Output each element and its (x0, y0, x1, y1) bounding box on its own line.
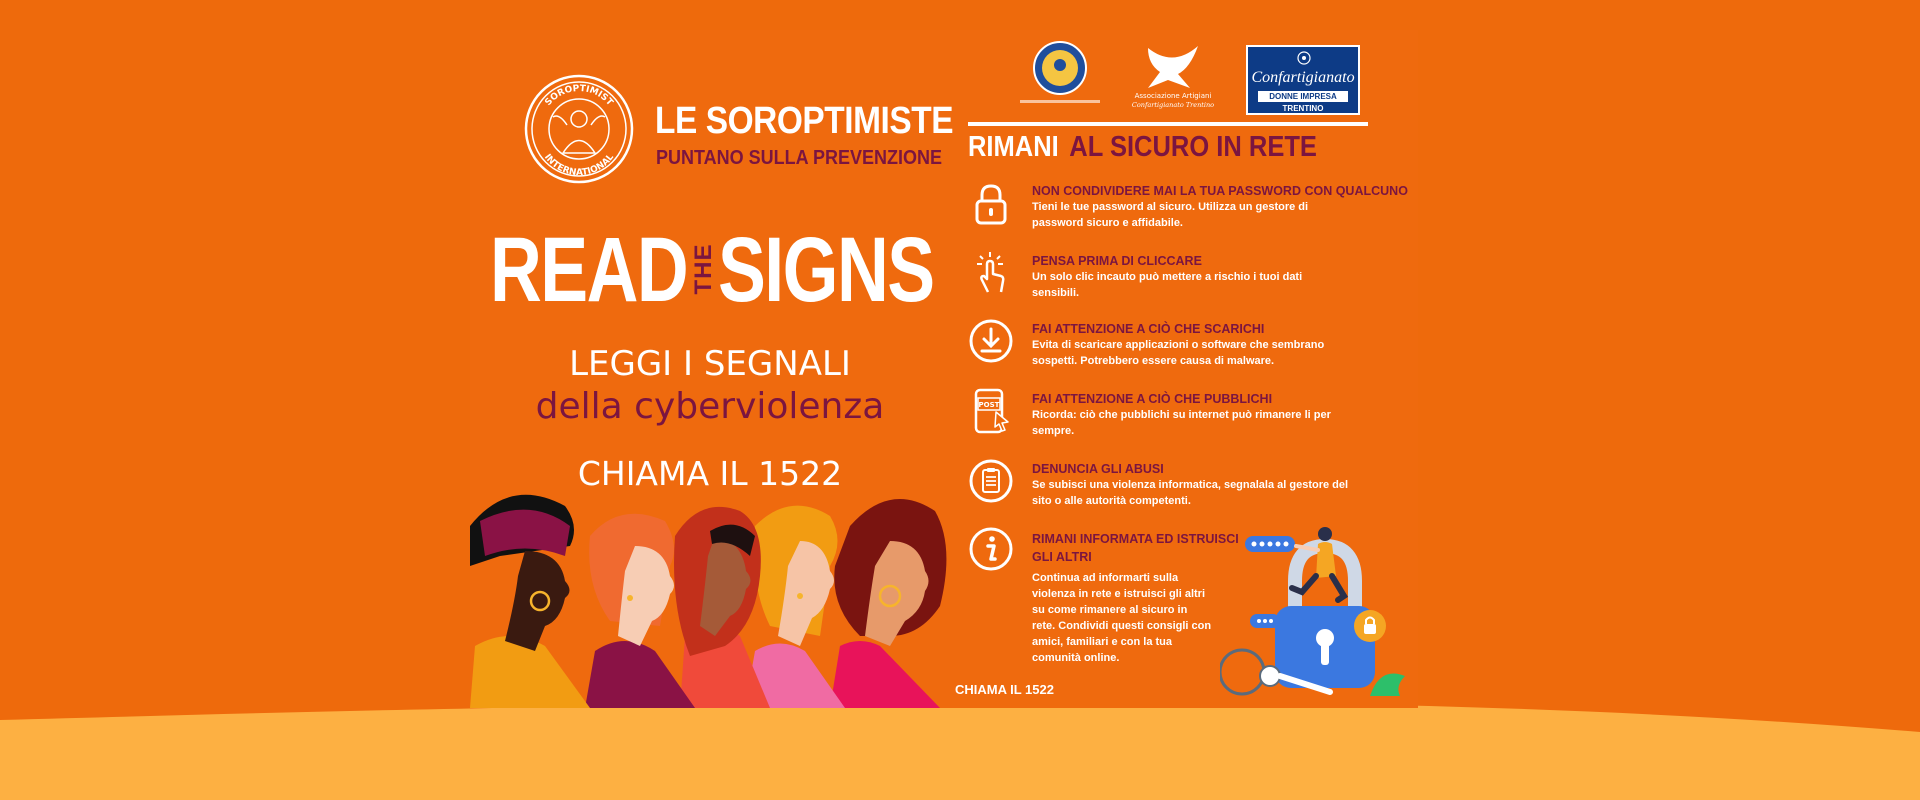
footer-chiama-1522: CHIAMA IL 1522 (955, 682, 1054, 697)
tip-5-line-1: Se subisci una violenza informatica, segnalala al gestore del (1032, 479, 1349, 491)
tip-3-line-2: sospetti. Potrebbero essere causa di malware. (1032, 355, 1275, 367)
padlock-icon (968, 180, 1014, 226)
tip-1-title: NON CONDIVIDERE MAI LA TUA PASSWORD CON QUALCUNO (1032, 184, 1408, 198)
tip-1-text (1032, 199, 1308, 231)
seal-bottom-text: INTERNATIONAL (541, 152, 617, 179)
signs-word: SIGNS (718, 219, 934, 321)
associazione-artigiani-logo (1118, 38, 1228, 110)
tip-6-line-3: su come rimanere al sicuro in (1032, 604, 1188, 616)
seal-top-text: SOROPTIMIST (543, 83, 615, 108)
info-icon (968, 526, 1014, 572)
campaign-poster (470, 30, 1418, 708)
leggi-segnali-text: LEGGI I SEGNALI (569, 344, 851, 384)
the-word-vertical (692, 235, 716, 303)
download-icon (968, 318, 1014, 364)
tip-6-line-1: Continua ad informarti sulla (1032, 572, 1179, 584)
brand-subtitle: PUNTANO SULLA PREVENZIONE (656, 147, 943, 169)
tip-1-line-2: password sicuro e affidabile. (1032, 217, 1183, 229)
confartigianato-donne-impresa-logo (1246, 45, 1360, 115)
click-hand-icon (968, 250, 1014, 296)
tip-5-text (1032, 477, 1348, 509)
tip-3-title: FAI ATTENZIONE A CIÒ CHE SCARICHI (1032, 322, 1265, 336)
tip-2-title: PENSA PRIMA DI CLICCARE (1032, 254, 1202, 268)
donne-impresa-bar: DONNE IMPRESA (1258, 91, 1348, 102)
tip-2-line-2: sensibili. (1032, 287, 1080, 299)
tip-6-text (1032, 570, 1211, 666)
confartigianato-name: Confartigianato (1251, 69, 1355, 86)
tip-4-text (1032, 407, 1331, 439)
brand-title: LE SOROPTIMISTE (655, 100, 954, 142)
tip-1-line-1: Tieni le tue password al sicuro. Utilizza un gestore di (1032, 201, 1309, 213)
confartigianato-mark-icon (1297, 51, 1311, 65)
tip-6-title-line-2: GLI ALTRI (1032, 550, 1092, 564)
post-label: POST (978, 401, 1000, 409)
artigiani-caption-1: Associazione Artigiani (1134, 92, 1212, 100)
tip-6-line-5: amici, familiari e con la tua (1032, 636, 1172, 648)
tip-6-line-4: rete. Condividi questi consigli con (1032, 620, 1212, 632)
tip-2-line-1: Un solo clic incauto può mettere a rischio i tuoi dati (1032, 271, 1303, 283)
tip-3-line-1: Evita di scaricare applicazioni o software che sembrano (1032, 339, 1325, 351)
read-word: READ (490, 219, 688, 321)
tip-6-line-2: violenza in rete e istruisci gli altri (1032, 588, 1206, 600)
al-sicuro-in-rete-words: AL SICURO IN RETE (1069, 131, 1317, 163)
tip-4-title: FAI ATTENZIONE A CIÒ CHE PUBBLICHI (1032, 392, 1273, 406)
trentino-label: TRENTINO (1282, 104, 1324, 113)
cyberviolenza-text: della cyberviolenza (535, 386, 885, 427)
partner-logos (1010, 38, 1390, 113)
artigiani-caption-2: Confartigianato Trentino (1131, 101, 1215, 109)
the-word: THE (690, 243, 717, 295)
security-lock-illustration (1220, 526, 1410, 702)
clipboard-icon (968, 458, 1014, 504)
phone-post-icon (968, 388, 1014, 434)
header-divider (968, 122, 1368, 126)
rimani-al-sicuro-heading (968, 131, 1317, 164)
tip-4-line-2: sempre. (1032, 425, 1075, 437)
tip-5-line-2: sito o alle autorità competenti. (1032, 495, 1191, 507)
svg-text:SOROPTIMIST (543, 84, 615, 109)
rimani-word: RIMANI (968, 131, 1059, 163)
chiama-1522-heading: CHIAMA IL 1522 (577, 454, 843, 493)
soroptimist-seal-logo (523, 73, 635, 185)
tip-6-title-line-1: RIMANI INFORMATA ED ISTRUISCI (1032, 532, 1239, 546)
tip-5-title: DENUNCIA GLI ABUSI (1032, 462, 1164, 476)
tip-6-line-6: comunità online. (1032, 652, 1120, 664)
tip-2-text (1032, 269, 1302, 301)
soroptimist-club-logo (1010, 38, 1110, 110)
tip-4-line-1: Ricorda: ciò che pubblichi su internet può rimanere li per (1032, 409, 1331, 421)
women-profiles-illustration (470, 486, 950, 708)
tip-3-text (1032, 337, 1324, 369)
